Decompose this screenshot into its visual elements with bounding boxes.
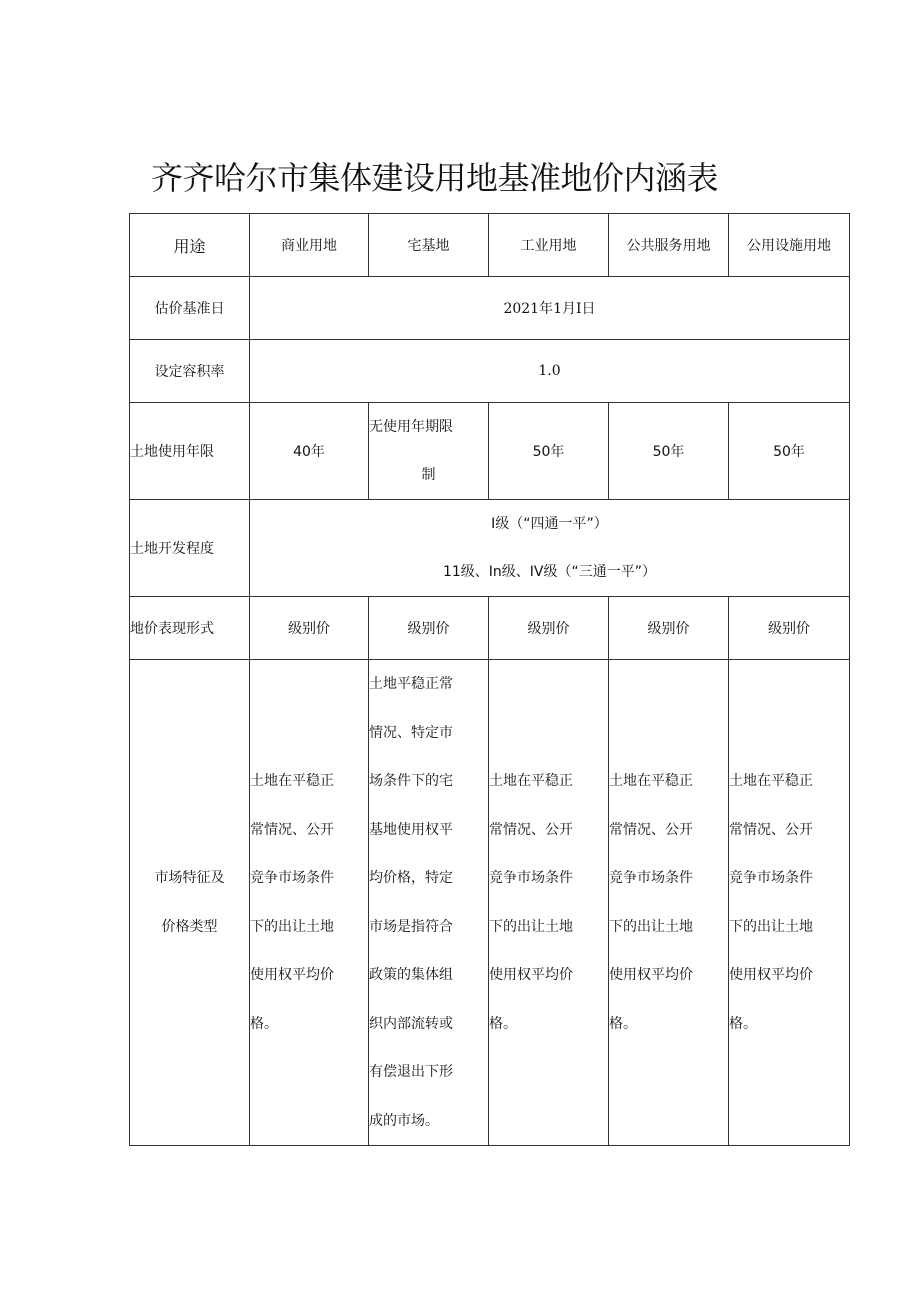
market-homestead-line: 成的市场。 bbox=[369, 1112, 439, 1129]
market-homestead-line: 场条件下的宅 bbox=[369, 773, 453, 789]
market-public-service-line: 格。 bbox=[609, 1015, 637, 1032]
term-public-service: 50年 bbox=[609, 403, 729, 500]
market-industrial-line: 使用权平均价 bbox=[489, 967, 573, 983]
table-row-market bbox=[130, 660, 850, 1146]
market-label-line2: 价格类型 bbox=[161, 918, 218, 935]
term-industrial: 50年 bbox=[489, 403, 609, 500]
market-industrial-line: 土地在平稳正 bbox=[489, 773, 573, 789]
form-homestead: 级别价 bbox=[369, 597, 489, 660]
market-homestead-line: 有偿退出下形 bbox=[369, 1064, 453, 1080]
market-homestead bbox=[369, 660, 489, 1146]
row-label-form: 地价表现形式 bbox=[130, 597, 250, 660]
market-industrial-line: 下的出让土地 bbox=[489, 918, 573, 935]
term-public-utility: 50年 bbox=[729, 403, 850, 500]
page-title: 齐齐哈尔市集体建设用地基准地价内涵表 bbox=[151, 159, 719, 197]
market-homestead-line: 情况、特定市 bbox=[369, 724, 453, 741]
header-cell-homestead: 宅基地 bbox=[369, 214, 489, 277]
dev-line2: 11级、In级、IV级（“三通一平”） bbox=[442, 564, 657, 580]
form-public-service: 级别价 bbox=[609, 597, 729, 660]
market-public-service-line: 竞争市场条件 bbox=[609, 870, 693, 886]
market-homestead-line: 市场是指符合 bbox=[369, 918, 453, 935]
row-label-far: 设定容积率 bbox=[130, 340, 250, 403]
market-homestead-line: 政策的集体组 bbox=[369, 967, 453, 983]
market-public-utility-line: 使用权平均价 bbox=[729, 967, 813, 983]
market-industrial-line: 常情况、公开 bbox=[489, 821, 573, 838]
table-row-far bbox=[130, 340, 850, 403]
table-row-date bbox=[130, 277, 850, 340]
row-label-date: 估价基准日 bbox=[130, 277, 250, 340]
market-industrial-line: 竞争市场条件 bbox=[489, 870, 573, 886]
market-industrial bbox=[489, 660, 609, 1146]
dev-value bbox=[250, 500, 850, 597]
market-public-service-line: 下的出让土地 bbox=[609, 918, 693, 935]
market-public-utility-line: 格。 bbox=[729, 1015, 757, 1032]
header-cell-industrial: 工业用地 bbox=[489, 214, 609, 277]
form-commercial: 级别价 bbox=[250, 597, 369, 660]
market-public-utility-line: 常情况、公开 bbox=[729, 821, 813, 838]
market-commercial-line: 竞争市场条件 bbox=[250, 870, 334, 886]
dev-line1: I级（“四通一平”） bbox=[491, 516, 608, 532]
market-label-line1: 市场特征及 bbox=[154, 870, 225, 886]
market-commercial bbox=[250, 660, 369, 1146]
term-homestead-line2: 制 bbox=[421, 467, 436, 483]
table-row-form bbox=[130, 597, 850, 660]
header-cell-public-utility: 公用设施用地 bbox=[729, 214, 850, 277]
term-homestead-line1: 无使用年期限 bbox=[369, 419, 453, 435]
header-cell-commercial: 商业用地 bbox=[250, 214, 369, 277]
market-public-utility-line: 土地在平稳正 bbox=[729, 773, 813, 789]
market-public-utility bbox=[729, 660, 850, 1146]
form-industrial: 级别价 bbox=[489, 597, 609, 660]
far-value: 1.0 bbox=[250, 340, 850, 403]
header-row bbox=[130, 214, 850, 277]
row-label-term: 土地使用年限 bbox=[130, 403, 250, 500]
header-cell-usage: 用途 bbox=[130, 214, 250, 277]
market-homestead-line: 基地使用权平 bbox=[369, 821, 453, 838]
market-homestead-line: 织内部流转或 bbox=[369, 1015, 453, 1032]
land-price-table bbox=[129, 213, 850, 1146]
market-public-service-line: 使用权平均价 bbox=[609, 967, 693, 983]
market-commercial-line: 使用权平均价 bbox=[250, 967, 334, 983]
form-public-utility: 级别价 bbox=[729, 597, 850, 660]
header-cell-public-service: 公共服务用地 bbox=[609, 214, 729, 277]
market-commercial-line: 下的出让土地 bbox=[250, 918, 334, 935]
market-public-utility-line: 竞争市场条件 bbox=[729, 870, 813, 886]
market-public-service-line: 土地在平稳正 bbox=[609, 773, 693, 789]
market-industrial-line: 格。 bbox=[489, 1015, 517, 1032]
row-label-market bbox=[130, 660, 250, 1146]
term-commercial: 40年 bbox=[250, 403, 369, 500]
market-homestead-line: 均价格，特定 bbox=[369, 870, 453, 886]
market-public-service-line: 常情况、公开 bbox=[609, 821, 693, 838]
market-public-service bbox=[609, 660, 729, 1146]
market-homestead-line: 土地平稳正常 bbox=[369, 676, 453, 692]
table-row-dev bbox=[130, 500, 850, 597]
term-homestead bbox=[369, 403, 489, 500]
row-label-dev: 土地开发程度 bbox=[130, 500, 250, 597]
market-commercial-line: 格。 bbox=[250, 1015, 278, 1032]
market-public-utility-line: 下的出让土地 bbox=[729, 918, 813, 935]
table-row-term bbox=[130, 403, 850, 500]
market-commercial-line: 常情况、公开 bbox=[250, 821, 334, 838]
date-value: 2021年1月I日 bbox=[250, 277, 850, 340]
market-commercial-line: 土地在平稳正 bbox=[250, 773, 334, 789]
